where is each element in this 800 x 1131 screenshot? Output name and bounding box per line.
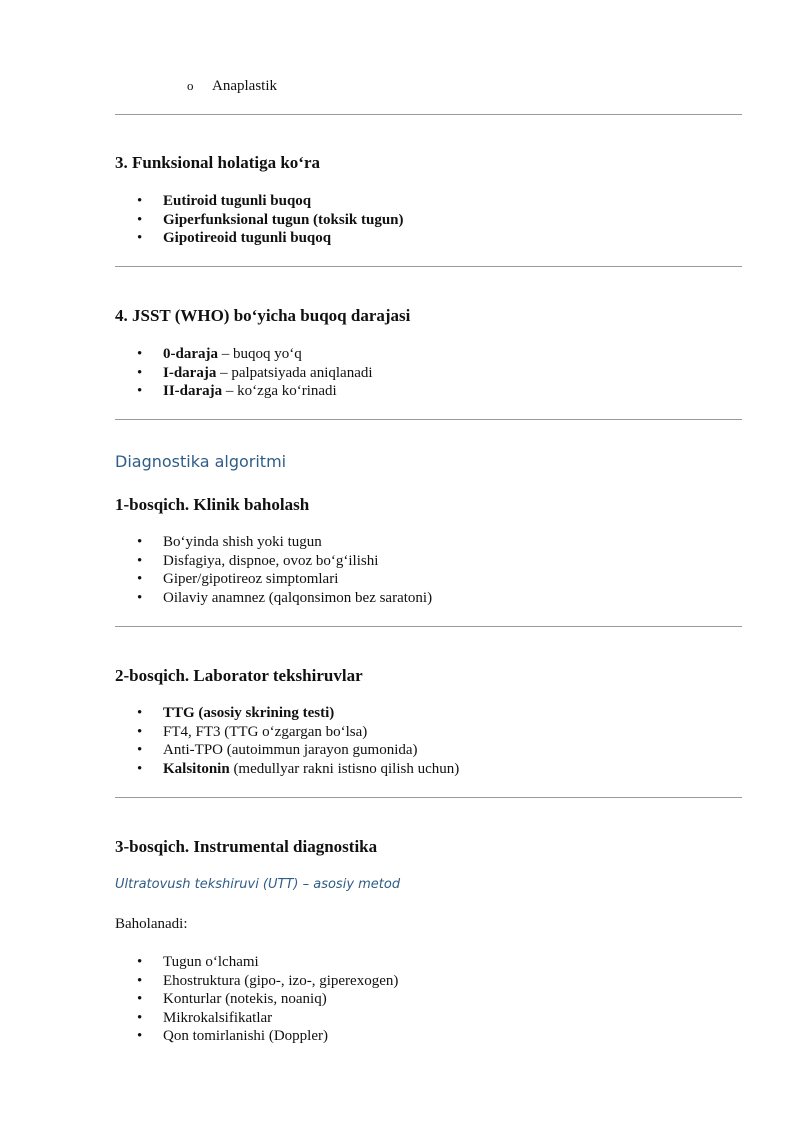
divider — [115, 419, 742, 420]
stage-2-list — [137, 704, 459, 778]
stage-3-title: 3-bosqich. Instrumental diagnostika — [115, 837, 378, 856]
section-4-title: 4. JSST (WHO) bo‘yicha buqoq darajasi — [115, 306, 411, 325]
diagnostics-heading: Diagnostika algoritmi — [115, 452, 287, 471]
list-item — [137, 552, 432, 571]
item-bold: 0-daraja — [163, 346, 218, 362]
list-item — [137, 1009, 398, 1028]
list-item — [137, 211, 404, 230]
list-item — [137, 345, 373, 364]
stage-1-title: 1-bosqich. Klinik baholash — [115, 495, 310, 514]
item-bold: II-daraja — [163, 383, 223, 400]
item-text: Giper/gipotireoz simptomlari — [163, 571, 339, 588]
item-text: (medullyar rakni istisno qilish uchun) — [229, 760, 460, 777]
item-text: Tugun o‘lchami — [163, 954, 259, 970]
item-bold: Kalsitonin — [163, 760, 230, 777]
item-bold: I-daraja — [163, 364, 217, 381]
assessment-lead: Baholanadi: — [115, 916, 188, 932]
item-text: Mikrokalsifikatlar — [163, 1009, 273, 1026]
item-text: Qon tomirlanishi (Doppler) — [163, 1028, 328, 1045]
divider — [115, 626, 742, 627]
list-item — [137, 589, 432, 608]
list-item — [137, 382, 373, 401]
item-bold: Eutiroid tugunli buqoq — [163, 193, 312, 209]
item-text: Bo‘yinda shish yoki tugun — [163, 534, 322, 550]
list-item — [137, 704, 459, 723]
sub-list-marker: o — [187, 78, 194, 93]
item-text: FT4, FT3 (TTG o‘zgargan bo‘lsa) — [163, 723, 368, 740]
item-text: Anti-TPO (autoimmun jarayon gumonida) — [163, 742, 418, 759]
list-item — [137, 229, 404, 248]
list-item — [137, 1027, 398, 1046]
item-bold: Giperfunksional tugun (toksik tugun) — [163, 211, 404, 228]
item-text: Disfagiya, dispnoe, ovoz bo‘g‘ilishi — [163, 552, 379, 569]
list-item — [137, 972, 398, 991]
divider — [115, 797, 742, 798]
list-item — [137, 723, 459, 742]
sub-list-item — [187, 76, 277, 96]
sub-list-text: Anaplastik — [212, 78, 277, 94]
stage-2-title: 2-bosqich. Laborator tekshiruvlar — [115, 666, 363, 685]
item-text: – palpatsiyada aniqlanadi — [216, 364, 373, 381]
list-item — [137, 760, 459, 779]
item-text: – ko‘zga ko‘rinadi — [222, 383, 337, 400]
list-item — [137, 990, 398, 1009]
divider — [115, 114, 742, 115]
stage-1-list — [137, 533, 432, 607]
list-item — [137, 953, 398, 972]
item-bold: Gipotireoid tugunli buqoq — [163, 230, 332, 247]
section-4-list — [137, 345, 373, 401]
stage-3-list — [137, 953, 398, 1046]
list-item — [137, 741, 459, 760]
list-item — [137, 192, 404, 211]
divider — [115, 266, 742, 267]
section-3-list — [137, 192, 404, 248]
ultrasound-subheading: Ultratovush tekshiruvi (UTT) – asosiy metod — [115, 877, 401, 892]
item-text: Ehostruktura (gipo-, izo-, giperexogen) — [163, 972, 399, 989]
item-text: Oilaviy anamnez (qalqonsimon bez saratoni) — [163, 589, 433, 606]
item-bold: TTG (asosiy skrining testi) — [163, 705, 335, 721]
item-text: – buqoq yo‘q — [218, 346, 302, 362]
item-text: Konturlar (notekis, noaniq) — [163, 991, 327, 1008]
list-item — [137, 570, 432, 589]
list-item — [137, 364, 373, 383]
list-item — [137, 533, 432, 552]
section-3-title: 3. Funksional holatiga ko‘ra — [115, 153, 320, 172]
